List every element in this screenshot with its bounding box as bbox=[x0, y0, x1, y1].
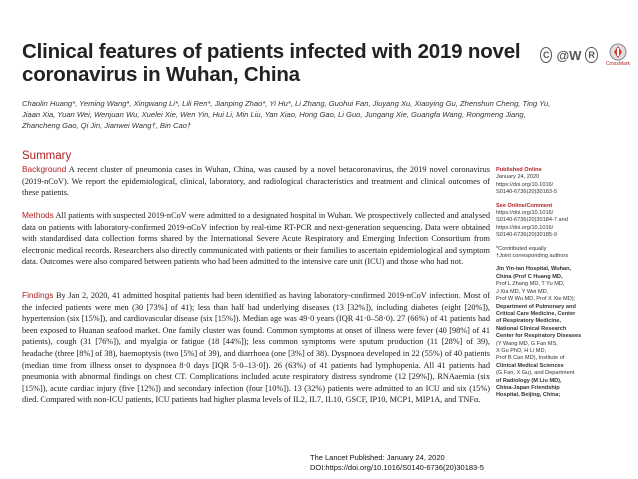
author-list: Chaolin Huang*, Yeming Wang*, Xingwang Li*, Lili Ren*, Jianping Zhao*, Yi Hu*, Li Zhang, Guohui Fan, Jiuyang Xu, Xiaoying Gu, Zhenshun Cheng, Ting Yu, Jiaan Xia, Yuan Wei, Wenjuan Wu, Xuelei Xie, Wen Yin, Hui Li, Min Liu, Yan Xiao, Hong Gao, Li Guo, Jungang Xie, Guangfa Wang, Rongmeng Jiang, Zhancheng Gao, Qi Jin, Jianwei Wang†, Bin Cao† bbox=[22, 99, 551, 131]
affiliation-line: Prof L Zhang MD, T Yu MD, bbox=[496, 281, 565, 288]
article-sidebar bbox=[496, 167, 628, 406]
affiliation-line: Critical Care Medicine, Center bbox=[496, 310, 576, 317]
comment-doi-link-3[interactable]: https://doi.org/10.1016/ bbox=[496, 224, 554, 231]
findings-paragraph bbox=[22, 290, 490, 406]
background-paragraph bbox=[22, 164, 490, 199]
affiliation-line: China-Japan Friendship bbox=[496, 384, 560, 391]
r-logo-icon: R bbox=[585, 47, 597, 63]
published-date: January 24, 2020 bbox=[496, 174, 540, 181]
affiliation-line: (Y Wang MD, G Fan MS, bbox=[496, 340, 558, 347]
published-doi-link-1[interactable]: https://doi.org/10.1016/ bbox=[496, 181, 554, 188]
background-label: Background bbox=[22, 164, 67, 174]
published-online-block bbox=[496, 167, 628, 197]
citation-line-1: The Lancet Published: January 24, 2020 bbox=[310, 453, 445, 462]
citation-doi-line[interactable]: DOI:https://doi.org/10.1016/S0140-6736(20)30183-5 bbox=[310, 463, 484, 472]
affiliation-line: Jin Yin-tan Hospital, Wuhan, bbox=[496, 266, 572, 273]
publisher-logos bbox=[540, 42, 630, 68]
title-line-2: coronavirus in Wuhan, China bbox=[22, 63, 300, 86]
affiliations-block bbox=[496, 266, 628, 399]
affiliation-line: of Radiology (M Liu MD), bbox=[496, 377, 562, 384]
crossmark-badge-icon bbox=[609, 43, 627, 61]
affiliation-line: Clinical Medical Sciences bbox=[496, 362, 564, 369]
crossmark-label: CrossMark bbox=[605, 61, 630, 67]
contributed-equally-note: *Contributed equally bbox=[496, 245, 547, 252]
affiliation-line: Department of Pulmonary and bbox=[496, 303, 576, 310]
comment-doi-link-4[interactable]: S0140-6736(20)30185-9 bbox=[496, 232, 557, 239]
affiliation-line: of Respiratory Medicine, bbox=[496, 318, 561, 325]
findings-text: By Jan 2, 2020, 41 admitted hospital patients had been identified as having laboratory-confirmed 2019-nCoV infection. Most of the infected patients were men (30 [73%] of 41); less than half had underlying diseases (13 [32%]), including diabetes (eight [20%]), hypertension (six [15%]), and cardiovascular disease (six [15%]). Median age was 49·0 years (IQR 41·0–58·0). 27 (66%) of 41 patients had been exposed to Huanan seafood market. One family cluster was found. Common symptoms at onset of illness were fever (40 [98%] of 41 patients), cough (31 [76%]), and myalgia or fatigue (18 [44%]); less common symptoms were sputum production (11 [28%] of 39), headache (three [8%] of 38), haemoptysis (two [5%] of 39), and diarrhoea (one [3%] of 38). Dyspnoea developed in 22 (55%) of 40 patients (median time from illness onset to dyspnoea 8·0 days [IQR 5·0–13·0]). 26 (63%) of 41 patients had lymphopenia. All 41 patients had pneumonia with abnormal findings on chest CT. Complications included acute respiratory distress syndrome (12 [29%]), RNAaemia (six [15%]), acute cardiac injury (five [12%]) and secondary infection (four [10%]). 13 (32%) patients were admitted to an ICU and six (15%) died. Compared with non-ICU patients, ICU patients had higher plasma levels of IL2, IL7, IL10, GSCF, IP10, MCP1, MIP1A, and TNFα. bbox=[22, 291, 490, 405]
article-title bbox=[22, 40, 522, 86]
summary-heading: Summary bbox=[22, 150, 72, 162]
affiliation-line: (G Fan, X Gu), and Department bbox=[496, 370, 575, 377]
comment-block bbox=[496, 203, 628, 240]
w-logo-icon: @W bbox=[556, 47, 582, 63]
methods-label: Methods bbox=[22, 210, 54, 220]
joint-corresponding-note: †Joint corresponding authors bbox=[496, 253, 569, 260]
author-notes-block bbox=[496, 246, 628, 261]
affiliation-line: Center for Respiratory Diseases bbox=[496, 333, 582, 340]
published-online-heading: Published Online bbox=[496, 167, 542, 173]
background-text: A recent cluster of pneumonia cases in Wuhan, China, was caused by a novel betacoronavirus, the 2019 novel coronavirus (2019-nCoV). We report the epidemiological, clinical, laboratory, and radiological characteristics and treatment and clinical outcomes of these patients. bbox=[22, 165, 490, 198]
crossmark-icon[interactable] bbox=[606, 43, 630, 67]
title-line-1: Clinical features of patients infected with 2019 novel bbox=[22, 40, 521, 63]
findings-label: Findings bbox=[22, 290, 54, 300]
c-logo-icon: C bbox=[540, 47, 552, 63]
comment-doi-link-1[interactable]: https://doi.org/10.1016/ bbox=[496, 210, 554, 217]
affiliation-line: National Clinical Research bbox=[496, 325, 567, 332]
citation-footer bbox=[306, 451, 634, 477]
affiliation-line: X Gu PhD, H Li MD, bbox=[496, 347, 547, 354]
affiliation-line: China (Prof C Huang MD, bbox=[496, 273, 563, 280]
affiliation-line: J Xia MD, Y Wei MD, bbox=[496, 288, 549, 295]
affiliation-line: Hospital, Beijing, China; bbox=[496, 392, 561, 399]
methods-text: All patients with suspected 2019-nCoV were admitted to a designated hospital in Wuhan. We prospectively collected and analysed data on patients with laboratory-confirmed 2019-nCoV infection by real-time RT-PCR and next-generation sequencing. Data were obtained with standardised data collection forms shared by the International Severe Acute Respiratory and Emerging Infection Consortium from electronic medical records. Researchers also directly communicated with patients or their families to ascertain epidemiological and symptom data. Outcomes were also compared between patients who had been admitted to the intensive care unit (ICU) and those who had not. bbox=[22, 211, 490, 267]
comment-heading: See Online/Comment bbox=[496, 202, 553, 209]
affiliation-line: Prof B Cao MD), Institute of bbox=[496, 355, 565, 362]
comment-doi-link-2[interactable]: S0140-6736(20)30184-7 and bbox=[496, 217, 568, 224]
published-doi-link-2[interactable]: S0140-6736(20)30183-5 bbox=[496, 189, 557, 196]
affiliation-line: Prof W Wu MD, Prof X Xie MD); bbox=[496, 296, 576, 303]
methods-paragraph bbox=[22, 210, 490, 268]
